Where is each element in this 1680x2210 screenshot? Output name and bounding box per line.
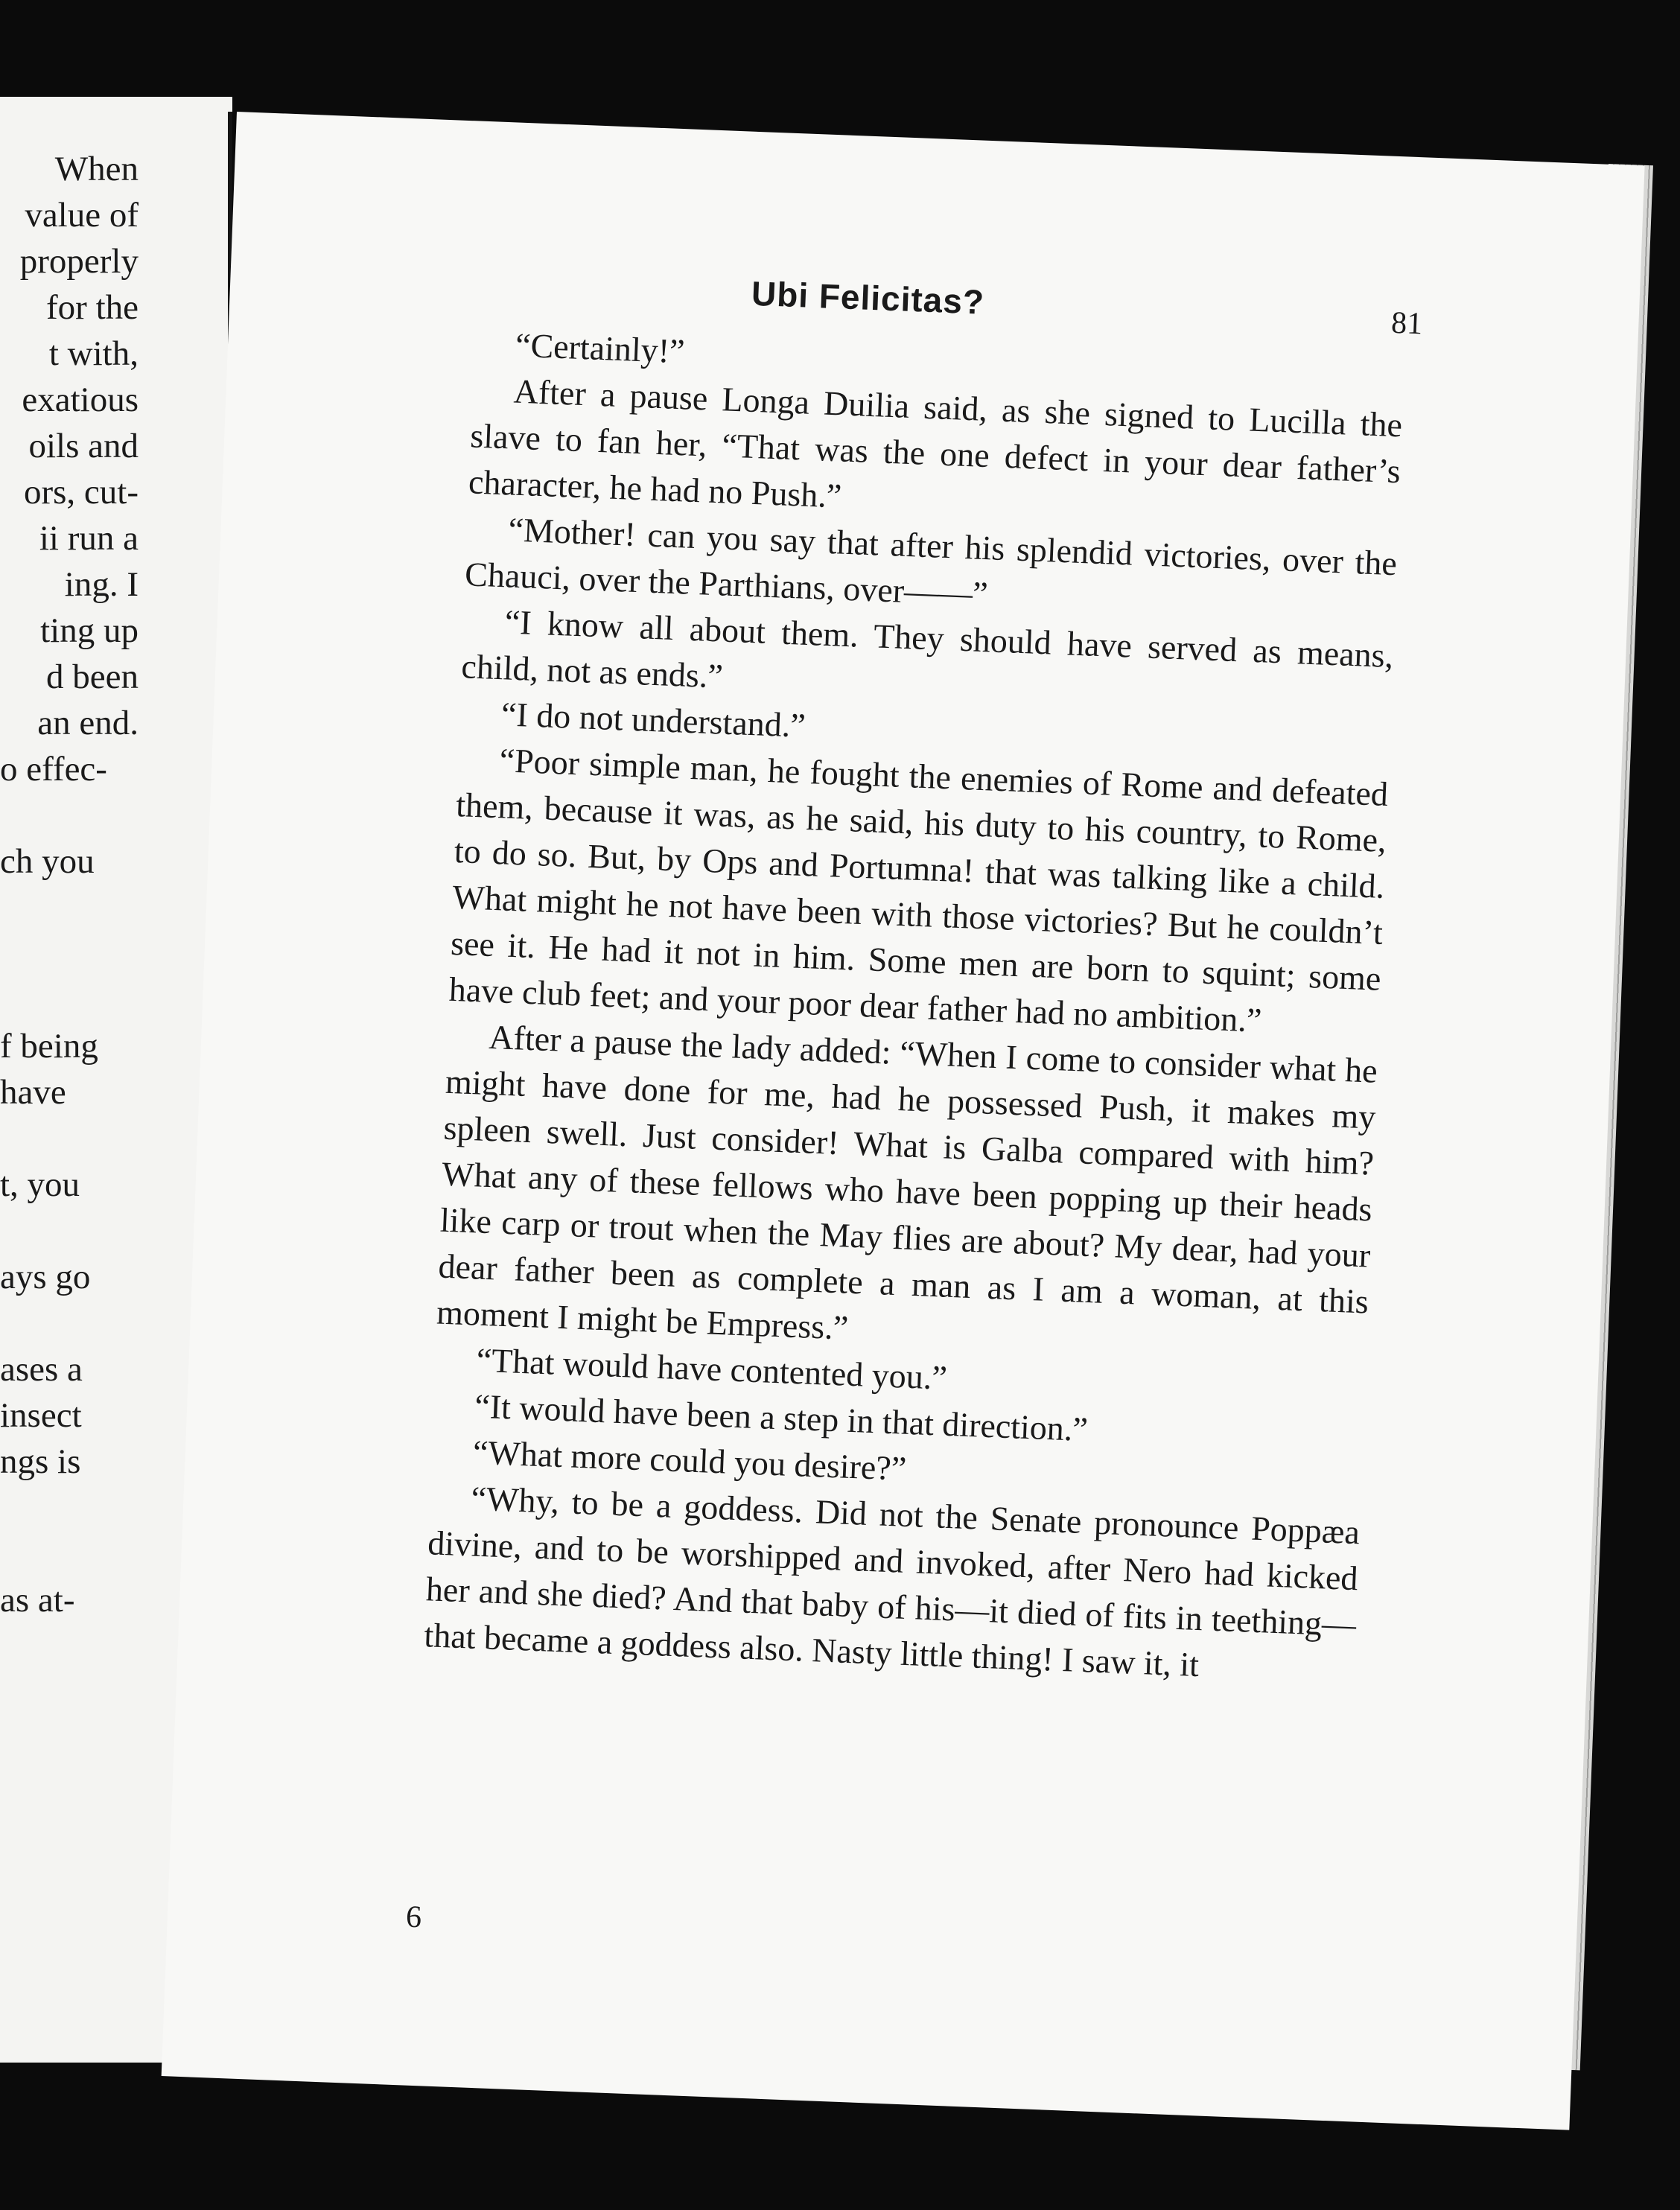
left-page-line: ch you [0, 842, 95, 881]
running-head: Ubi Felicitas? [751, 273, 985, 322]
paragraph: After a pause the lady added: “When I come to consider what he might have done for me, had he possessed Push, it makes my spleen swell. Just consider! What is Galba compared with him? What any of these fellows who have been popping up their heads like carp or trout when the May flies are about? My dear, had your dear father been as complete a man as I am a woman, at this moment I might be Empress.” [436, 1017, 1378, 1347]
left-page-line: f being [0, 1027, 98, 1066]
left-page-line: ases a [0, 1350, 83, 1389]
paragraph: “That would have contented you.” [475, 1340, 948, 1397]
paragraph: “It would have been a step in that direction.” [474, 1386, 1089, 1449]
left-page-line: ing. I [64, 565, 139, 604]
body-text [423, 320, 1404, 1694]
left-page-line: oils and [28, 427, 139, 465]
paragraph: “I know all about them. They should have served as means, child, not as ends.” [460, 602, 1395, 695]
left-page-line: ting up [40, 611, 139, 650]
paragraph: After a pause Longa Duilia said, as she signed to Lucilla the slave to fan her, “That was the one defect in your dear father’s character, he had no Push.” [468, 372, 1403, 515]
left-page-line: ors, cut- [23, 473, 139, 512]
left-page-line: exatious [22, 380, 139, 419]
left-page-line: ays go [0, 1258, 91, 1296]
paragraph: “Mother! can you say that after his splendid victories, over the Chauci, over the Parthians, over——” [464, 510, 1398, 614]
paragraph: “Poor simple man, he fought the enemies of Rome and defeated them, because it was, as he said, his duty to his country, to Rome, to do so. But, by Ops and Portumna! that was talking like a child. What might he not have been with those victories? But he couldn’t see it. He had it not in him. Some men are born to squint; some have club feet; and your poor dear father had no ambition.” [448, 741, 1389, 1039]
left-page-line: When [54, 150, 139, 188]
left-page-line: d been [46, 657, 139, 696]
left-page-line: properly [19, 242, 139, 281]
right-page [162, 112, 1645, 2130]
left-page-line: have [0, 1073, 66, 1112]
left-page-line: as at- [0, 1581, 75, 1620]
paragraph: “Why, to be a goddess. Did not the Senate pronounce Poppæa divine, and to be worshipped and invoked, after Nero had kicked her and she died? And that baby of his—it died of fits in teething—that became a goddess also. Nasty little thing! I saw it, it [423, 1479, 1361, 1684]
left-page-line: t, you [0, 1165, 80, 1204]
left-page-line: insect [0, 1396, 82, 1435]
left-page-line: ngs is [0, 1442, 81, 1481]
left-page-line: t with, [48, 334, 139, 373]
paragraph: “I do not understand.” [500, 695, 806, 745]
page-number: 81 [1390, 305, 1424, 342]
paragraph: “What more could you desire?” [472, 1433, 908, 1488]
paragraph: “Certainly!” [515, 325, 686, 371]
left-page-line: value of [25, 196, 139, 235]
left-page-line: for the [46, 288, 139, 327]
left-page-line: ii run a [39, 519, 139, 558]
signature-mark: 6 [405, 1899, 422, 1935]
left-page-line: o effec- [0, 750, 107, 789]
left-page-line: an end. [37, 704, 139, 742]
